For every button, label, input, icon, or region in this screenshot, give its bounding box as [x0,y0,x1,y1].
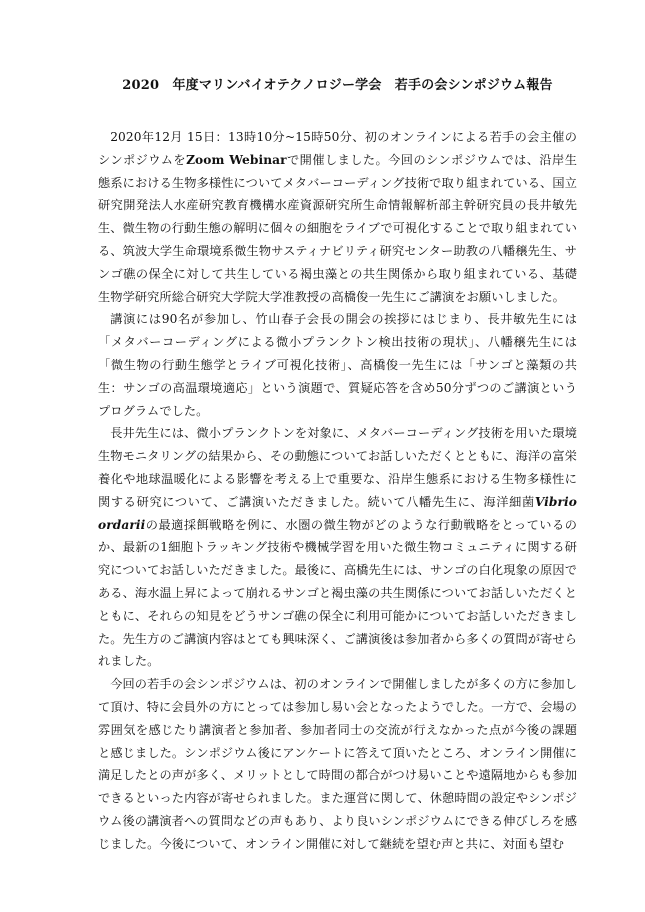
emphasis-text: Zoom Webinar [186,152,287,167]
document-body [98,126,577,856]
paragraph-2 [98,308,577,422]
paragraph-text: 長井先生には、微小プランクトンを対象に、メタバーコーディング技術を用いた環境生物モニタリングの結果から、その動態についてお話しいただくとともに、海洋の富栄養化や地球温暖化による影響を考える上で重要な、沿岸生態系における生物多様性に関する研究について、ご講演いただきました。続いて八幡先生に、海洋細菌 [98,426,577,509]
page-title: 2020 年度マリンバイオテクノロジー学会 若手の会シンポジウム報告 [122,78,553,93]
paragraph-text: 今回の若手の会シンポジウムは、初のオンラインで開催しましたが多くの方に参加して頂け、特に会員外の方にとっては参加し易い会となったようでした。一方で、会場の雰囲気を感じたり講演者と参加者、参加者同士の交流が行えなかった点が今後の課題と感じました。シンポジウム後にアンケートに答えて頂いたところ、オンライン開催に満足したとの声が多く、メリットとして時間の都合がつけ易いことや遠隔地からも参加できるといった内容が寄せられました。また運営に関して、休憩時間の設定やシンポジウム後の講演者への質問などの声もあり、より良いシンポジウムにできる伸びしろを感じました。今後について、オンライン開催に対して継続を望む声と共に、対面も望む [98,677,577,851]
paragraph-1 [98,126,577,308]
species-name-text: Vibrio ordarii [98,494,577,532]
paragraph-text: 講演には90名が参加し、竹山春子会長の開会の挨拶にはじまり、長井敏先生には「メタバーコーディングによる微小プランクトン検出技術の現状」、八幡穣先生には「微生物の行動生態学とライブ可視化技術」、高橋俊一先生には「サンゴと藻類の共生：サンゴの高温環境適応」という演題で、質疑応答を含め50分ずつのご講演というプログラムでした。 [98,312,577,418]
paragraph-3 [98,422,577,673]
paragraph-4 [98,673,577,855]
paragraph-text: で開催しました。今回のシンポジウムでは、沿岸生態系における生物多様性についてメタバーコーディング技術で取り組まれている、国立研究開発法人水産研究教育機構水産資源研究所生命情報解析部主幹研究員の長井敏先生、微生物の行動生態の解明に個々の細胞をライブで可視化することで取り組まれている、筑波大学生命環境系微生物サスティナビリティ研究センター助教の八幡穣先生、サンゴ礁の保全に対して共生している褐虫藻との共生関係から取り組まれている、基礎生物学研究所総合研究大学院大学准教授の高橋俊一先生にご講演をお願いしました。 [98,152,577,304]
paragraph-text: の最適採餌戦略を例に、水圏の微生物がどのような行動戦略をとっているのか、最新の1細胞トラッキング技術や機械学習を用いた微生物コミュニティに関する研究についてお話しいただきました。最後に、高橋先生には、サンゴの白化現象の原因である、海水温上昇によって崩れるサンゴと褐虫藻の共生関係についてお話しいただくとともに、それらの知見をどうサンゴ礁の保全に利用可能かについてお話しいただきました。先生方のご講演内容はとても興味深く、ご講演後は参加者から多くの質問が寄せられました。 [98,517,577,669]
paragraph-text: 2020年12月 15日：13時10分~15時50分、初のオンラインによる若手の会主催のシンポジウムを [98,130,577,167]
